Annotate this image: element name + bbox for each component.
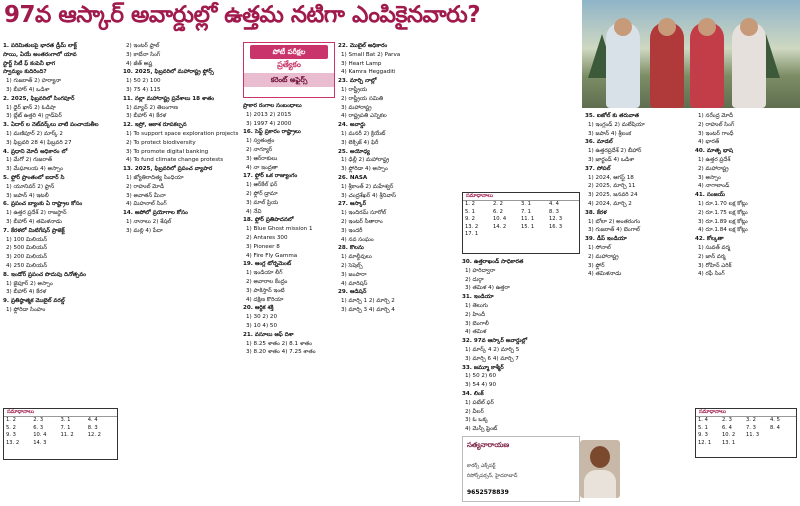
answer-cell: 12. 2 (87, 432, 101, 439)
banner-line-2: ప్రత్యేకం (277, 60, 301, 69)
title-bar (0, 0, 580, 40)
answer-option: 2) రాహుల్ మోడీ (126, 183, 165, 190)
answer-option: 3) మల్లి 4) పేదా (126, 227, 163, 234)
answer-cell: 16. 3 (549, 223, 563, 230)
question-text: 18. ఫ్లోర్ ప్రతిపాదనలో (243, 217, 294, 224)
person-figure (690, 22, 724, 108)
answer-option: 1) జ్యోతిరాదిత్య సింధియా (126, 174, 184, 181)
question-text: 42. కోల్కతా (695, 236, 724, 243)
answer-row (696, 432, 796, 439)
answer-option: 4) నా ఇంద్రతా (246, 164, 278, 171)
answer-cell: 1. 4 (698, 417, 708, 424)
answer-option: 4) మారిషస్ (341, 280, 368, 287)
answer-option: 1) తెలుగు (465, 302, 488, 309)
answer-cell: 11. 3 (746, 432, 760, 439)
answer-cell: 5. 2 (6, 424, 16, 431)
answer-option: 3) అస్సాం (698, 174, 721, 181)
question-column-4 (338, 42, 456, 504)
answer-option: 3) రూ.1.89 లక్ష కోట్లు (698, 218, 748, 225)
answer-option: 3) 10 4) 50 (246, 322, 278, 329)
answer-cell: 4. 4 (87, 417, 98, 424)
answer-cell: 6. 3 (33, 424, 44, 431)
question-text: 9. ప్రతిష్ఠాత్మక మొబైల్ వరల్డ్ (3, 298, 65, 305)
answer-option: 1) 30 2) 20 (246, 314, 278, 321)
answer-option: 1) ఉత్తర ప్రదేశ్ (698, 156, 731, 163)
oscar-photo (582, 0, 800, 108)
answer-option: 4) Fire Fly Gamma (246, 252, 298, 259)
answer-cell: 4. 4 (549, 201, 559, 208)
question-text: 33. జమ్మూ కాశ్మీర్ (462, 364, 504, 371)
banner-line-1: పోటీ పరీక్షల (250, 45, 328, 59)
question-text: 28. కొలను (338, 245, 364, 252)
answer-option: 2) ఇంటర్ ఫ్రాల్ (126, 43, 160, 49)
answers-heading: సమాధానాలు (4, 409, 117, 417)
question-text: 24. అవార్డు (338, 122, 366, 129)
answer-option: 1) మాల్దీవులు (341, 254, 372, 261)
person-figure (732, 22, 766, 108)
question-text: 26. NASA (338, 174, 368, 181)
answer-option: 3) మహారాష్ట్ర (341, 104, 372, 111)
answer-option: 1) ఢిల్లీ 2) మహారాష్ట్ర (341, 157, 390, 164)
answer-option: 4) జీత్ అష్ట (126, 60, 153, 67)
person-figure (606, 22, 640, 108)
answer-row (696, 425, 796, 432)
answer-option: 4) రాష్ట్రపతి ఎన్నికల (341, 113, 387, 120)
question-text: 23. మార్చి నాల్లో (338, 78, 377, 85)
answer-cell (770, 440, 794, 447)
answer-option: 4) భారత్ (698, 139, 720, 146)
answers-heading: సమాధానాలు (463, 193, 579, 201)
answer-option: 4) తమిళనాడు (588, 271, 622, 278)
answer-option: 3) మాల్ ప్రియ (246, 199, 279, 206)
answer-option: 2) To protect biodiversity (126, 139, 196, 146)
answer-option: 2) రాహుల్ సింగ్ (698, 121, 735, 128)
answer-option: 1) ధైర్ ఖాన్ 2) ఓడిషా (6, 104, 56, 111)
answer-option: 1) జైపూర్ 2) అస్సాం (6, 280, 53, 287)
answer-cell: 13. 2 (6, 439, 20, 446)
answer-cell: 7. 3 (746, 424, 756, 431)
answer-option: 2) మహారాష్ట్ర (588, 253, 619, 260)
answer-option: 3) గుజరాత్ 4) బెంగాల్ (588, 227, 640, 234)
answer-option: 3) ఫ్లోర్ (588, 262, 605, 269)
question-text: 6. ప్రపంచ బ్యాంకు ఏ రాష్ట్రాల కోసం (3, 201, 83, 208)
answer-option: 3) To promote digital banking (126, 148, 209, 155)
question-text: 30. ఉత్తరాఖండ్ సాధికారత (462, 259, 524, 265)
banner-line-3: కరెంట్ అఫైర్స్ (244, 73, 334, 87)
answer-option: 2) రాష్ట్రీయ సమితి (341, 95, 384, 102)
answer-option: 2) జాన్ వర్మ (698, 253, 726, 260)
author-phone: 9652578839 (467, 489, 509, 496)
answer-option: 4) నాగాలాండ్ (698, 183, 730, 190)
answer-option: 1) పటేల్ ఫర్ (465, 399, 494, 406)
answer-row (463, 224, 579, 231)
answer-option: 3) ఫ్లోరిడా 4) అస్సాం (341, 166, 388, 173)
question-text: 22. మొబైల్ అధికారం (338, 43, 388, 49)
answer-option: 1) నానాలు 2) శేషల్ (126, 218, 172, 225)
answer-cell: 1. 2 (465, 201, 475, 208)
answer-option: 2) మహారాష్ట్ర (698, 165, 729, 172)
question-text: 17. ఫ్లోర్ ఒక రాజ్యాంగం (243, 173, 298, 180)
answer-row (463, 231, 579, 238)
answer-option: 3) బెంగాలీ (465, 320, 489, 327)
answer-cell: 8. 3 (549, 208, 559, 215)
answer-cell: 9. 3 (698, 432, 708, 439)
answer-option: 3) పాకిస్తాన్ ఇంటి (246, 287, 285, 294)
question-text: 3. ఏదార్ ల నెట్‌వర్క్‌లు వాటి పంచాయతీల (3, 122, 99, 129)
page-title: 97వ ఆస్కార్ అవార్డుల్లో ఉత్తమ నటిగా ఎంపికైనవారు? (4, 2, 481, 28)
answer-option: 4) దక్షిణ కొరియా (246, 296, 284, 303)
answer-option: 3) బ్లేట్ ఉత్తరి 4) గ్లాడ్‌పెర్ (6, 113, 62, 120)
answer-row (4, 440, 117, 447)
answer-option: 1) 100 మిలియన్ (6, 236, 48, 243)
answer-row (4, 432, 117, 439)
answer-cell (61, 440, 88, 447)
answer-cell: 10. 4 (493, 216, 507, 223)
question-text: స్టార్ట్ సిటీ ఫ్ కంపెనీ భాగ (3, 60, 56, 67)
answer-option: 1) స్వతంత్రం (246, 138, 275, 145)
answer-option: 1) మనరీ 2) క్రియేట్ (341, 130, 386, 137)
answer-option: 3) 2025, జనవరి 24 (588, 192, 638, 199)
answers-box-3 (695, 408, 797, 458)
answer-option: 3) రోహిన్ ఎరిక్ (698, 262, 732, 269)
author-avatar (580, 440, 620, 498)
answer-option: 2) 500 మిలియన్ (6, 245, 48, 252)
answer-cell: 12. 1 (698, 439, 712, 446)
answer-option: 3) ఇందరీ (341, 227, 363, 234)
answer-option: 1) బోలా 2) అంతరంగం (588, 218, 641, 225)
answer-option: 2) రూ.1.75 లక్ష కోట్లు (698, 209, 748, 216)
answer-option: 3) బీహార్ 4) కేరళ (6, 289, 47, 296)
answer-option: 3) మార్చి 3 4) మార్చి 4 (341, 306, 395, 313)
question-text: 31. ఇండియా (462, 294, 494, 301)
answer-option: 3) అవాతన్ మీనా (126, 192, 166, 199)
question-text: 14. అపోలో ప్రయోగాల కోసం (123, 210, 188, 217)
answer-option: 1) ఫ్లోరిడా సింహం (6, 306, 46, 313)
answer-option: 4) To fund climate change protests (126, 157, 224, 164)
question-text: 36. మాడల్ (585, 139, 613, 146)
answer-option: 1) 2013 2) 2015 (246, 111, 292, 118)
answer-option: 2) ఫ్లోర్ డ్రామా (246, 190, 278, 197)
question-column-7 (695, 112, 799, 402)
author-box (462, 436, 580, 502)
question-text: 21. వసూలు ఆఫ్ దిశా (243, 331, 294, 338)
answer-option: 1) Blue Ghost mission 1 (246, 226, 313, 233)
answer-option: 4) రఫీ సింగ్ (698, 271, 725, 278)
answer-option: 1) 8.25 శాతం 2) 8.1 శాతం (246, 340, 312, 347)
answer-cell (88, 440, 115, 447)
answer-option: 3) బీహార్ 4) కేరళ (126, 113, 167, 120)
answer-option: 1) శ్రీకాంత్ 2) మహేశ్వర్ (341, 183, 394, 190)
answer-option: 1) 2024, ఆగస్ట్ 18 (588, 174, 634, 181)
answers-box-2 (462, 192, 580, 254)
question-text: 10. 2025, ఫిబ్రవరిలో మహారాష్ట్ర ఫ్లోర్స్ (123, 69, 214, 76)
question-column-3 (243, 102, 335, 504)
answer-row (696, 440, 796, 447)
answer-option: 4) రూ.1.84 లక్ష కోట్లు (698, 227, 748, 234)
answer-cell: 5. 1 (465, 208, 475, 215)
question-text: 12. ఇస్రో, ఆకాశ రూపకల్పన (123, 122, 187, 129)
question-text: 20. ఆర్థిక శక్తి (243, 305, 274, 312)
answer-option: 1) To support space exploration projects (126, 130, 238, 137)
answer-option: 2) వీలర్ (465, 408, 484, 415)
answer-option: 3) బీహార్ 4) తమిళనాడు (6, 218, 62, 225)
answer-cell: 12. 3 (549, 216, 563, 223)
question-text: 16. సెప్ట్ ప్రకారం రాష్ట్రాలు (243, 129, 301, 136)
question-column-2 (123, 42, 238, 504)
answer-option: 4) 2024, మార్చి 2 (588, 200, 632, 207)
answer-option: 3) తమిళ 4) ఉత్తరా (465, 285, 510, 292)
answer-option: 1) మ్యాన్ 2) తెలంగాణ (126, 104, 178, 111)
answer-cell: 10. 2 (722, 432, 736, 439)
answer-option: 3) ఆర్‌రాకులు (246, 155, 278, 162)
question-text: 41. సంజయ్ (695, 192, 725, 199)
answer-option: 1) రూ.1.70 లక్ష కోట్లు (698, 200, 748, 207)
answer-option: 3) 75 4) 115 (126, 86, 161, 93)
answer-option: 1) ఆర్‌కేల్ ఫర్ (246, 182, 278, 189)
answer-option: 3) లెక్సిజ్ 4) ఫిరీ (341, 139, 379, 146)
answer-row (4, 425, 117, 432)
answer-cell: 1. 2 (6, 417, 16, 424)
answer-option: 2) ఇంటర్ సీతారాం (341, 218, 383, 225)
answer-cell: 11. 1 (521, 216, 535, 223)
question-text: 29. ఆడిషన్ (338, 289, 367, 296)
answer-option: 1) గుజరాత్ 2) హర్యానా (6, 78, 62, 85)
answer-option: 3) మార్చి 6 4) మార్చి 7 (465, 355, 519, 362)
question-text: 34. లింక్ (462, 390, 484, 397)
answer-cell: 5. 1 (698, 424, 708, 431)
answer-cell: 8. 3 (87, 424, 98, 431)
answer-option: 1) ఉత్తర ప్రదేశ్ 2) రాజస్థాన్ (6, 210, 67, 217)
question-text: 4. ప్రధాని మోదీ అధికారం లో (3, 148, 68, 155)
question-text: 13. 2025, ఫిబ్రవరిలో ప్రపంచ వ్యాపార (123, 166, 213, 173)
answer-option: 3) ఇంటర్ గాంధీ (698, 130, 734, 137)
answer-cell: 13. 2 (465, 223, 479, 230)
answer-cell: 13. 1 (722, 439, 736, 446)
section-banner (243, 42, 335, 98)
answer-option: 3) 8.20 శాతం 4) 7.25 శాతం (246, 349, 316, 356)
question-text: 1. పరిమితులపై భారత డ్రీమ్ లాక్ట్ (3, 43, 77, 49)
answer-cell: 9. 3 (6, 432, 16, 439)
answer-cell: 11. 2 (60, 432, 74, 439)
answer-cell: 2. 3 (722, 417, 732, 424)
answer-cell (493, 231, 521, 238)
answer-cell (521, 231, 549, 238)
question-text: 5. ఫ్లోర్‌ ప్రాంతంలో ఐదార్ సి (3, 174, 65, 181)
answer-cell (746, 440, 770, 447)
answer-option: 3) 200 మిలియన్ (6, 254, 48, 261)
question-text: 35. ఐజోల్ కు తరువాత (585, 113, 639, 119)
answer-row (463, 201, 579, 208)
answer-row (4, 417, 117, 424)
answer-option: 3) కాబేనా సింగ్ (126, 51, 161, 58)
answer-option: 3) చంద్రశేఖర్ 4) శ్రీనివాస్ (341, 192, 397, 199)
answer-option: 1) మణిపూర్ 2) మార్క్ 2 (6, 130, 63, 137)
answer-option: 2) హిందీ (465, 311, 486, 318)
question-text: 19. ఆంగ్ల టోర్నమెంట్ (243, 261, 292, 268)
answer-option: 3) Heart Lamp (341, 60, 382, 67)
question-text: 2. 2025, ఫిబ్రవరిలో సింగపూర్ (3, 95, 75, 102)
answer-option: 4) 250 మిలియన్ (6, 262, 48, 269)
answer-row (463, 216, 579, 223)
answer-cell: 7. 1 (60, 424, 71, 431)
answer-cell: 15. 1 (521, 223, 535, 230)
answer-option: 1) హరిద్వారా (465, 267, 496, 274)
answer-option: 3) జంపారా (341, 271, 367, 278)
answers-box-1 (3, 408, 118, 460)
answer-cell: 14. 2 (493, 223, 507, 230)
question-text: 37. సోపల్ (585, 165, 611, 172)
answer-option: 2) 2025, మార్చి 11 (588, 183, 636, 190)
answer-option: 4) మిహనాల్ సింగ్ (126, 201, 167, 208)
answer-row (696, 417, 796, 424)
answer-cell: 10. 4 (33, 432, 47, 439)
answer-option: 1) మార్క్ 4 2) మార్చి 5 (465, 346, 520, 353)
answer-option: 1) నరేంద్ర మోదీ (698, 113, 733, 119)
answer-option: 4) Kamra Heggaditi (341, 69, 396, 76)
answer-option: 4) నేవి (246, 208, 262, 215)
answer-option: 2) నాగ్యూర్ (246, 146, 273, 153)
answer-option: 3) 54 4) 90 (465, 382, 497, 389)
answer-option: 1) ఇందిరమ్ సూరోల్ (341, 210, 387, 217)
answer-cell: 6. 4 (722, 424, 732, 431)
answer-option: 1) మార్చి 1 2) మార్చి 2 (341, 298, 395, 305)
answer-option: 4) మెస్సీ ఫ్రెంట్ (465, 426, 498, 432)
author-role: కారర్స్ ఎక్స్‌పర్ట్ (467, 463, 496, 469)
answer-option: 3) బీహార్ 4) ఒడిశా (6, 86, 50, 93)
answer-option: 4) తమిళ (465, 329, 487, 336)
answer-option: 3) మేఘాలయ 4) అస్సాం (6, 166, 63, 173)
answer-option: 1) యూనివర్ 2) ఫ్రాన్ (6, 183, 55, 190)
answer-cell: 2. 3 (33, 417, 44, 424)
person-figure (650, 22, 684, 108)
answer-option: 1) సోనాల్ (588, 244, 611, 251)
answer-cell: 2. 2 (493, 201, 503, 208)
answer-option: 1) రాష్ట్రీయ (341, 86, 368, 93)
answer-cell: 17. 1 (465, 231, 479, 238)
answer-cell (549, 231, 577, 238)
answer-cell: 14. 3 (33, 439, 47, 446)
answer-option: 3) Pioneer 8 (246, 243, 280, 250)
answer-cell: 7. 1 (521, 208, 531, 215)
question-text: 32. 97వ ఆస్కార్ అవార్డుల్లో (462, 338, 528, 345)
question-text: 39. డీప్ ఇండియా (585, 236, 627, 243)
question-text: 8. ఇండోర్ ప్రపంచ పొదుపు దినోత్సవం (3, 271, 87, 278)
question-text: 38. కేరళ (585, 209, 607, 216)
answer-cell: 8. 4 (770, 424, 780, 431)
answer-option: 3) జపాన్ 4) ఇటలీ (6, 192, 49, 199)
answer-option: 2) దుర్గా (465, 276, 484, 283)
question-column-5 (462, 258, 582, 432)
answer-cell: 6. 2 (493, 208, 503, 215)
answer-cell: 9. 2 (465, 216, 475, 223)
answer-option: 1) సువత్ వర్మ (698, 244, 731, 251)
question-text: సాయి, ఏయే అంతరంగాలో యావ (3, 51, 77, 58)
answer-cell: 3. 1 (60, 417, 71, 424)
author-location: రిసోర్స్‌పర్సన్, హైదరాబాద్ (467, 473, 518, 479)
answer-option: 1) ఉత్తరప్రదేశ్ 2) బీహార్ (588, 148, 642, 155)
answers-heading: సమాధానాలు (696, 409, 796, 417)
answer-row (463, 209, 579, 216)
answer-option: 1) Small Bat 2) Parva (341, 51, 401, 58)
answer-option: 3) 1997 4) 2000 (246, 120, 292, 127)
answer-cell: 3. 1 (521, 201, 531, 208)
answer-cell: 3. 2 (746, 417, 756, 424)
answer-option: 2) సెషెల్స్ (341, 262, 363, 269)
question-text: ప్రాకార రంగాల సంబంధాలు (243, 103, 302, 109)
answer-option: 1) మేగో 2) గుజరాత్ (6, 157, 53, 164)
answer-option: 1) ఇండియా లీగ్ (246, 270, 283, 277)
answer-option: 1) 50 2) 100 (126, 78, 161, 85)
answer-option: 3) జపాన్ 4) శ్రీలంక (588, 130, 632, 137)
answer-option: 3) ఫిబ్రవరి 28 4) ఫిబ్రవరి 27 (6, 139, 72, 146)
answer-option: 2) అవారాల కేంద్రం (246, 278, 288, 285)
question-text: 27. ఆస్కార్ (338, 201, 367, 208)
answer-option: 3) ఓ ఒక్క (465, 417, 489, 424)
answer-cell (770, 432, 794, 439)
question-text: 11. నల్లా మహారాష్ట్ర ప్రవేశాలు 18 శాతం (123, 95, 215, 102)
question-text: 7. కేరళలో మిటిగేషన్ ప్రాజెక్ట్ (3, 227, 65, 234)
answer-option: 1) ఇంగ్లండ్ 2) మలేషియా (588, 121, 645, 128)
answer-option: 4) నవ సంఘం (341, 236, 374, 243)
answer-option: 1) 50 2) 60 (465, 373, 497, 380)
answer-option: 2) Antares 300 (246, 234, 288, 241)
answer-cell: 4. 5 (770, 417, 780, 424)
answer-option: 3) జార్ఖండ్ 4) ఒడిశా (588, 156, 635, 163)
question-text: 25. అయోధ్య (338, 148, 370, 155)
question-text: స్వామ్యం కుదిరింది? (3, 69, 47, 76)
author-name: సత్యనారాయణ (467, 441, 510, 449)
question-text: 40. మాతృ భాష (695, 148, 733, 155)
